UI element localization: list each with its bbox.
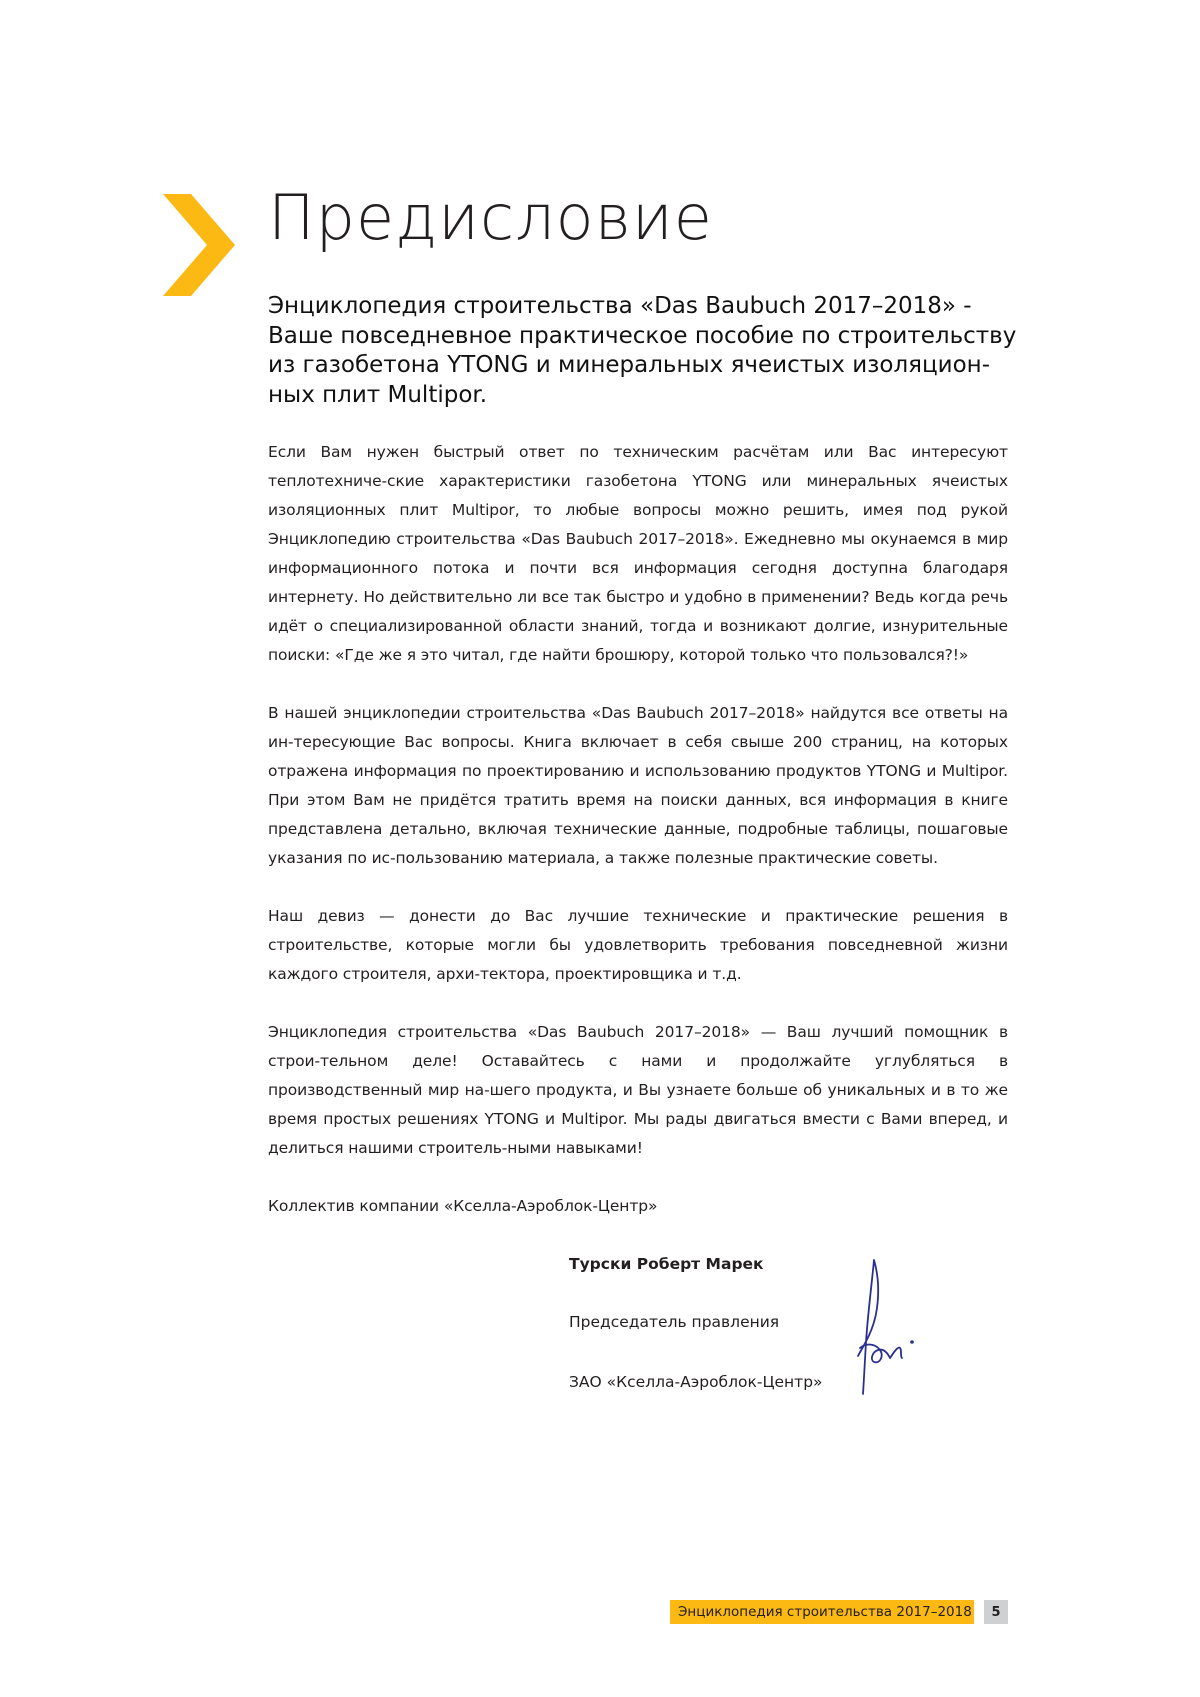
body-paragraph: В нашей энциклопедии строительства «Das Baubuch 2017–2018» найдутся все ответы на ин-тересующие Вас вопросы. Книга включает в себя свыше 200 страниц, на которых отражена информация по проектированию и использованию продуктов YTONG и Multipor. При этом Вам не придётся тратить время на поиски данных, вся информация в книге представлена детально, включая технические данные, подробные таблицы, пошаговые указания по ис-пользованию материала, а также полезные практические советы.	[268, 704, 1008, 867]
signatory-position: Председатель правления	[569, 1313, 780, 1331]
signatory-name: Турски Роберт Марек	[569, 1255, 764, 1273]
subtitle-line: Ваше повседневное практическое пособие по строительству	[268, 322, 1017, 349]
subtitle-line: ных плит Multipor.	[268, 381, 488, 408]
signatory-company: ЗАО «Кселла-Аэроблок-Центр»	[569, 1373, 823, 1391]
subtitle-line: из газобетона YTONG и минеральных ячеистых изоляцион-	[268, 352, 991, 378]
preface-body	[268, 438, 1008, 1250]
chevron-arrow-icon	[163, 194, 235, 296]
page-number: 5	[984, 1600, 1008, 1624]
footer-book-title: Энциклопедия строительства 2017–2018	[678, 1604, 972, 1620]
page-title: Предисловие	[268, 181, 713, 254]
body-paragraph: Энциклопедия строительства «Das Baubuch 2017–2018» — Ваш лучший помощник в строи-тельном деле! Оставайтесь с нами и продолжайте углубляться в производственный мир на-шего продукта, и Вы узнаете больше об уникальных и в то же время простых решениях YTONG и Multipor. Мы рады двигаться вмести с Вами вперед, и делиться нашими строитель-ными навыками!	[268, 1023, 1008, 1157]
handwritten-signature	[850, 1252, 934, 1402]
footer-book-title-band	[670, 1600, 974, 1624]
body-paragraph: Если Вам нужен быстрый ответ по техническим расчётам или Вас интересуют теплотехниче-ские характеристики газобетона YTONG или минеральных ячеистых изоляционных плит Multipor, то любые вопросы можно решить, имея под рукой Энциклопедию строительства «Das Baubuch 2017–2018». Ежедневно мы окунаемся в мир информационного потока и почти вся информация сегодня доступна благодаря интернету. Но действительно ли все так быстро и удобно в применении? Ведь когда речь идёт о специализированной области знаний, тогда и возникают долгие, изнурительные поиски: «Где же я это читал, где найти брошюру, которой только что пользовался?!»	[268, 443, 1008, 664]
page-subtitle	[268, 292, 1017, 410]
subtitle-line: Энциклопедия строительства «Das Baubuch 2017–2018» -	[268, 293, 972, 319]
body-paragraph: Наш девиз — донести до Вас лучшие технические и практические решения в строительстве, которые могли бы удовлетворить требования повседневной жизни каждого строителя, архи-тектора, проектировщика и т.д.	[268, 907, 1008, 983]
closing-line: Коллектив компании «Кселла-Аэроблок-Центр»	[268, 1197, 658, 1215]
